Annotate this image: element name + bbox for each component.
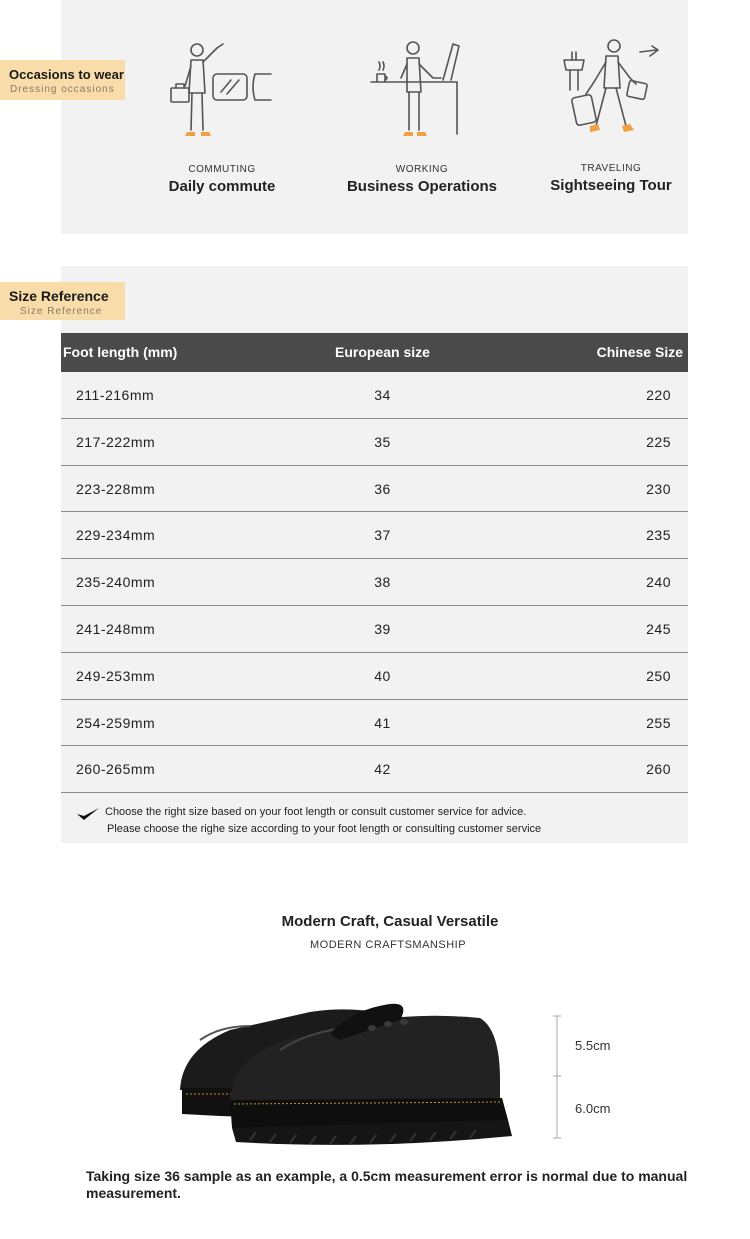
header-foot-length: Foot length (mm) <box>63 344 178 360</box>
occasion-commuting <box>132 38 312 195</box>
european-size-cell: 42 <box>374 761 391 778</box>
note-line-2: Please choose the righe size according to your foot length or consulting customer service <box>107 823 542 835</box>
foot-length-cell: 254-259mm <box>76 714 156 731</box>
foot-length-cell: 211-216mm <box>76 387 155 403</box>
occasions-tag-subtitle: Dressing occasions <box>10 84 115 95</box>
table-row <box>61 372 688 419</box>
european-size-cell: 40 <box>374 667 391 684</box>
size-reference-tag-title: Size Reference <box>9 288 109 304</box>
european-size-cell: 38 <box>374 574 391 591</box>
foot-length-cell: 249-253mm <box>76 667 156 684</box>
european-size-cell: 35 <box>374 433 391 450</box>
occasion-title: Sightseeing Tour <box>550 177 672 194</box>
chinese-size-cell: 255 <box>646 714 671 731</box>
upper-height-label: 5.5cm <box>575 1038 611 1053</box>
chinese-size-cell: 250 <box>646 667 671 684</box>
foot-length-cell: 241-248mm <box>76 620 156 637</box>
traveler-icon <box>556 38 666 138</box>
european-size-cell: 39 <box>374 620 391 637</box>
chinese-size-cell: 240 <box>646 574 671 591</box>
table-row <box>61 606 688 653</box>
table-row <box>61 559 688 606</box>
table-row <box>61 653 688 700</box>
chinese-size-cell: 225 <box>646 433 671 450</box>
occasion-traveling <box>521 38 701 194</box>
height-measure-lines <box>545 1014 575 1142</box>
chinese-size-cell: 235 <box>646 527 671 544</box>
chinese-size-cell: 230 <box>646 480 671 497</box>
occasion-working <box>332 38 512 195</box>
chinese-size-cell: 220 <box>646 387 671 403</box>
measurement-caption: Taking size 36 sample as an example, a 0.5cm measurement error is normal due to manual measurement. <box>86 1168 688 1201</box>
commuter-icon <box>167 38 277 138</box>
size-table <box>61 333 688 793</box>
european-size-cell: 41 <box>374 714 391 731</box>
table-row <box>61 512 688 559</box>
size-reference-tag-subtitle: Size Reference <box>20 306 103 317</box>
foot-length-cell: 217-222mm <box>76 433 156 450</box>
european-size-cell: 34 <box>374 387 391 403</box>
shoe-image <box>160 990 530 1150</box>
occasion-en-label: TRAVELING <box>580 163 642 174</box>
foot-length-cell: 229-234mm <box>76 527 156 544</box>
office-worker-icon <box>367 38 477 138</box>
checkmark-icon <box>76 806 100 822</box>
craft-subtitle: MODERN CRAFTSMANSHIP <box>309 939 467 951</box>
table-row <box>61 700 688 747</box>
table-row <box>61 466 688 513</box>
occasion-en-label: COMMUTING <box>188 164 256 175</box>
occasions-tag <box>0 60 125 100</box>
occasion-title: Daily commute <box>168 178 276 195</box>
note-line-1: Choose the right size based on your foot length or consult customer service for advice. <box>105 806 527 818</box>
lower-height-label: 6.0cm <box>575 1101 611 1116</box>
chinese-size-cell: 245 <box>646 620 671 637</box>
header-chinese-size: Chinese Size <box>596 344 683 360</box>
table-row <box>61 746 688 793</box>
foot-length-cell: 235-240mm <box>76 574 156 591</box>
chinese-size-cell: 260 <box>646 761 671 778</box>
size-note <box>76 804 541 838</box>
occasions-tag-title: Occasions to wear <box>9 67 124 82</box>
european-size-cell: 37 <box>374 527 391 544</box>
size-table-header <box>61 333 688 372</box>
header-european-size: European size <box>335 344 430 360</box>
foot-length-cell: 223-228mm <box>76 480 156 497</box>
european-size-cell: 36 <box>374 480 391 497</box>
size-reference-tag <box>0 282 125 320</box>
craft-title: Modern Craft, Casual Versatile <box>281 913 499 930</box>
foot-length-cell: 260-265mm <box>76 761 156 778</box>
occasion-title: Business Operations <box>346 178 498 195</box>
occasion-en-label: WORKING <box>395 164 449 175</box>
table-row <box>61 419 688 466</box>
